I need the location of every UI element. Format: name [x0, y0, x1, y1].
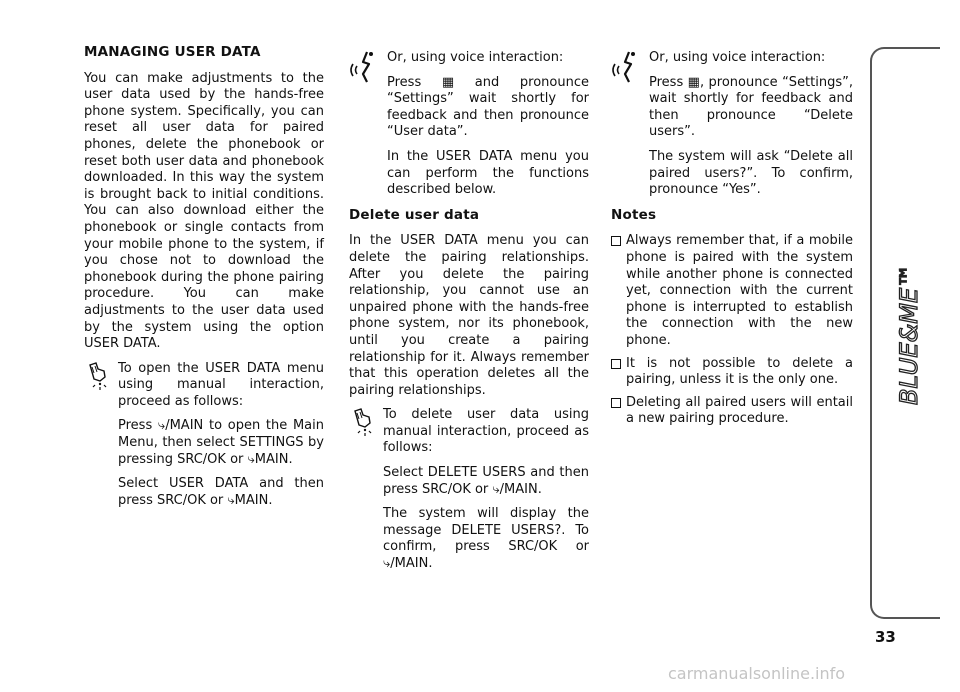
- checkbox-bullet-icon: [611, 359, 621, 369]
- step-1: Select DELETE USERS and then press SRC/OK or ⤷/MAIN.: [383, 465, 589, 497]
- manual-instruction: To open the USER DATA menu using manual interaction, proceed as follows:: [118, 360, 324, 409]
- manual-interaction-block: [84, 361, 324, 411]
- checkbox-bullet-icon: [611, 236, 621, 246]
- voice-intro: Or, using voice interaction:: [649, 50, 826, 65]
- manual-interaction-block-2: [349, 407, 589, 457]
- steps-block: [84, 418, 324, 509]
- notes-heading: Notes: [611, 206, 657, 223]
- note-item: Deleting all paired users will entail a new pairing procedure.: [611, 395, 853, 428]
- checkbox-bullet-icon: [611, 398, 621, 408]
- hand-manual-icon: [349, 407, 375, 437]
- voice-mouth-icon: [349, 50, 379, 84]
- voice-interaction-block: [349, 50, 589, 199]
- voice-press: Press ▦, pronounce “Settings”, wait shortly for feedback and then pronounce “Delete users”.: [649, 74, 853, 140]
- voice-ask: The system will ask “Delete all paired users?”. To confirm, pronounce “Yes”.: [649, 148, 853, 198]
- watermark: carmanualsonline.info: [668, 664, 846, 683]
- column-1: [84, 44, 324, 517]
- step-2: Select USER DATA and then press SRC/OK or ⤷MAIN.: [118, 476, 324, 508]
- blue-and-me-logo: [887, 250, 927, 410]
- voice-mouth-icon: [611, 50, 641, 84]
- note-item: Always remember that, if a mobile phone is paired with the system while another phone is connected yet, connection with the current phone is interrupted to establish the connection with the new phone.: [611, 233, 853, 349]
- delete-paragraph: In the USER DATA menu you can delete the pairing relationships. After you delete the pairing relationship, you cannot use an unpaired phone with the hands-free phone system, nor its phonebook, until you create a pairing relationship for it. Always remember that this operation deletes all the pairing relationships.: [349, 233, 589, 398]
- voice-intro: Or, using voice interaction:: [387, 50, 564, 65]
- hand-manual-icon: [84, 361, 110, 391]
- brand-text: BLUE&ME™: [895, 263, 923, 405]
- voice-info: In the USER DATA menu you can perform the functions described below.: [387, 148, 589, 198]
- intro-paragraph: You can make adjustments to the user data used by the hands-free phone system. Specifically, you can reset all user data for paired phones, delete the phonebook or reset both user data and phonebook downloaded. In this way the system is brought back to initial conditions. You can also download either the phonebook or single contacts from your mobile phone to the system, if you chose not to download the phonebook during the phone pairing procedure. You can make adjustments to the user data used by the system using the option USER DATA.: [84, 70, 324, 352]
- voice-interaction-block-2: [611, 50, 853, 199]
- step-2: The system will display the message DELETE USERS?. To confirm, press SRC/OK or ⤷/MAIN.: [383, 506, 589, 572]
- column-2: [349, 44, 589, 581]
- manual-instruction-2: To delete user data using manual interaction, proceed as follows:: [383, 407, 589, 456]
- steps-block-2: [349, 465, 589, 573]
- column-3: [611, 44, 853, 434]
- voice-press: Press ▦ and pronounce “Settings” wait shortly for feedback and then pronounce “User data”.: [387, 74, 589, 140]
- section-heading: MANAGING USER DATA: [84, 44, 261, 60]
- note-item: It is not possible to delete a pairing, unless it is the only one.: [611, 356, 853, 389]
- page-number: 33: [875, 628, 896, 646]
- step-1: Press ⤷/MAIN to open the Main Menu, then select SETTINGS by pressing SRC/OK or ⤷MAIN.: [118, 418, 324, 467]
- subheading: Delete user data: [349, 206, 480, 223]
